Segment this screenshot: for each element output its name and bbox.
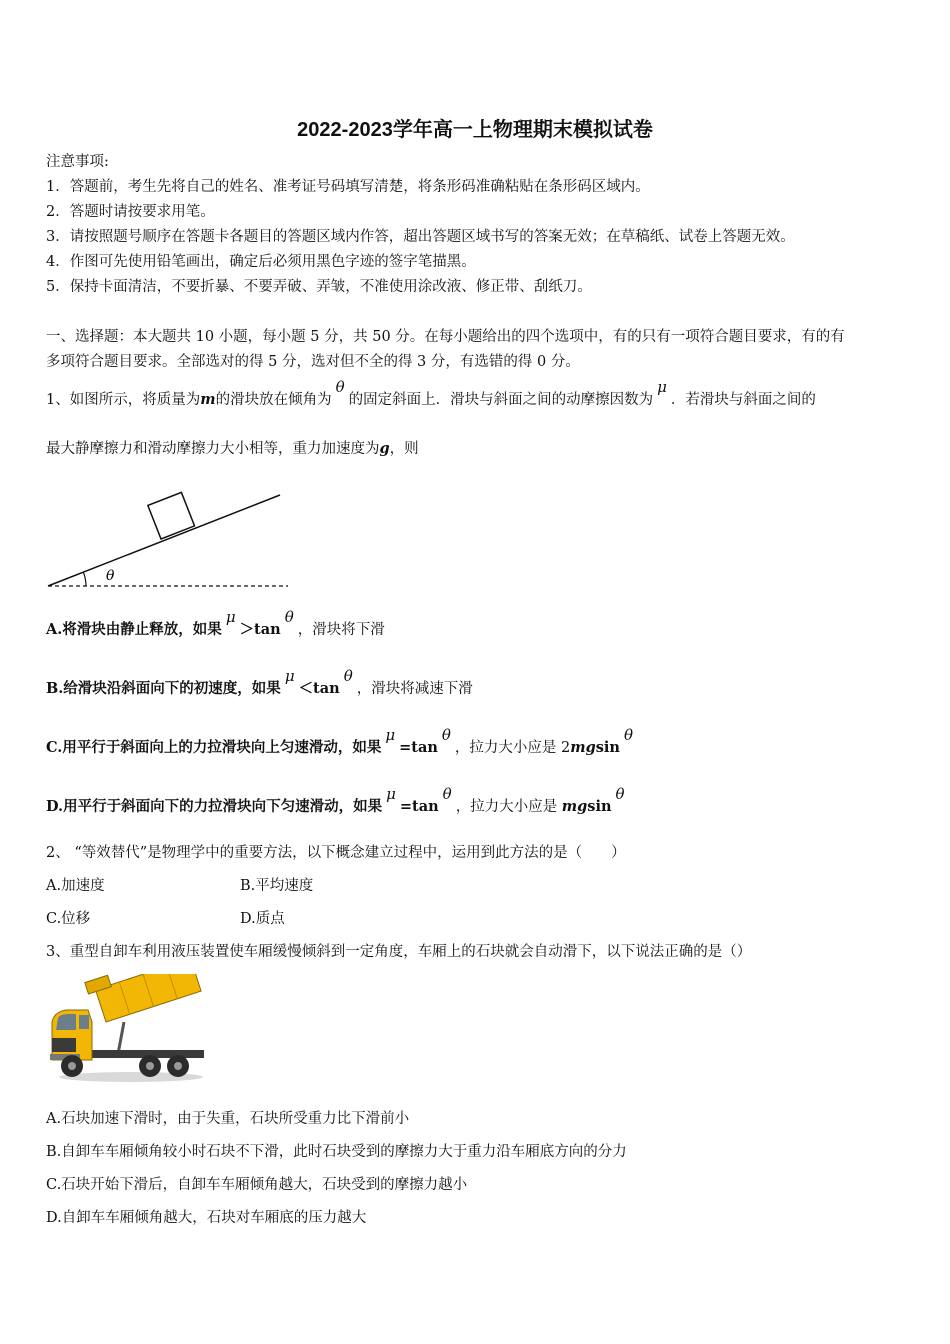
q1-gravity-symbol: g [379, 440, 390, 457]
theta-symbol: θ [441, 726, 451, 744]
q1-option-text: sin [587, 798, 612, 815]
q1-text: ，则 [389, 441, 419, 457]
theta-symbol: θ [335, 378, 345, 396]
q1-option-text: B.给滑块沿斜面向下的初速度，如果 [46, 680, 281, 697]
incline-diagram [40, 488, 300, 598]
truck-dump-box [85, 974, 201, 1024]
q1-text: 的固定斜面上．滑块与斜面之间的动摩擦因数为 [348, 392, 654, 408]
q3-option-b[interactable]: B.自卸车车厢倾角较小时石块不下滑，此时石块受到的摩擦力大于重力沿车厢底方向的分力 [46, 1144, 627, 1160]
q1-option-text: ，滑块将下滑 [297, 622, 385, 638]
theta-symbol: θ [615, 785, 625, 803]
q1-mg-symbol: mg [570, 739, 596, 756]
q1-option-text: =tan [399, 798, 439, 815]
q2-stem: 2、 “等效替代”是物理学中的重要方法，以下概念建立过程中，运用到此方法的是（ ） [46, 845, 626, 861]
notice-item-2: 2．答题时请按要求用笔。 [46, 204, 215, 220]
notice-item-3: 3．请按照题号顺序在答题卡各题目的答题区域内作答，超出答题区域书写的答案无效；在草稿纸、试卷上答题无效。 [46, 229, 795, 245]
truck-hydraulic [118, 1022, 124, 1054]
q1-option-b[interactable] [46, 667, 473, 699]
q1-option-text: ＜tan [298, 680, 340, 697]
theta-symbol: θ [284, 608, 294, 626]
q1-option-text: =tan [399, 739, 438, 756]
q1-mg-symbol: mg [561, 798, 588, 815]
q1-option-text: A.将滑块由静止释放，如果 [46, 621, 222, 638]
notice-item-1: 1．答题前，考生先将自己的姓名、准考证号码填写清楚，将条形码准确粘贴在条形码区域内。 [46, 179, 650, 195]
q1-option-text: sin [595, 739, 620, 756]
q1-text: 最大静摩擦力和滑动摩擦力大小相等，重力加速度为 [46, 441, 380, 457]
angle-arc [83, 572, 86, 586]
truck-wheel-hub [174, 1062, 182, 1070]
notice-item-4: 4．作图可先使用铅笔画出，确定后必须用黑色字迹的签字笔描黑。 [46, 254, 476, 270]
q1-option-text: ，拉力大小应是 [455, 799, 562, 815]
dump-truck-image [46, 974, 208, 1084]
q1-option-d[interactable] [46, 785, 629, 817]
angle-label: θ [106, 568, 115, 584]
q1-option-text: D.用平行于斜面向下的力拉滑块向下匀速滑动，如果 [46, 798, 383, 815]
notice-item-5: 5．保持卡面清洁，不要折暴、不要弄破、弄皱，不准使用涂改液、修正带、刮纸刀。 [46, 279, 592, 295]
theta-symbol: θ [442, 785, 452, 803]
q1-mass-symbol: m [200, 391, 216, 408]
mu-symbol: μ [225, 608, 236, 626]
page-title: 2022-2023学年高一上物理期末模拟试卷 [297, 119, 653, 141]
q1-option-c[interactable] [46, 726, 637, 758]
q1-text: 的滑块放在倾角为 [215, 392, 332, 408]
mu-symbol: μ [386, 785, 396, 803]
q3-option-a[interactable]: A.石块加速下滑时，由于失重，石块所受重力比下滑前小 [46, 1111, 410, 1127]
mu-symbol: μ [385, 726, 396, 744]
section-instructions-line2: 多项符合题目要求。全部选对的得 5 分，选对但不全的得 3 分，有选错的得 0 分。 [46, 354, 580, 370]
truck-wheel-hub [68, 1062, 76, 1070]
q2-option-b[interactable]: B.平均速度 [240, 878, 314, 894]
q1-option-text: C.用平行于斜面向上的力拉滑块向上匀速滑动，如果 [46, 739, 382, 756]
q3-stem: 3、重型自卸车利用液压装置使车厢缓慢倾斜到一定角度，车厢上的石块就会自动滑下，以下说法正确的是（） [46, 944, 752, 960]
notice-heading: 注意事项: [46, 154, 109, 170]
q1-stem-line2 [46, 439, 419, 459]
theta-symbol: θ [343, 667, 353, 685]
q3-option-d[interactable]: D.自卸车车厢倾角越大，石块对车厢底的压力越大 [46, 1210, 367, 1226]
mu-symbol: μ [657, 378, 667, 396]
theta-symbol: θ [623, 726, 633, 744]
q1-stem-line1 [46, 378, 816, 410]
q1-text: 1、如图所示，将质量为 [46, 392, 201, 408]
q3-option-c[interactable]: C.石块开始下滑后，自卸车车厢倾角越大，石块受到的摩擦力越小 [46, 1177, 468, 1193]
truck-grille [52, 1038, 76, 1052]
truck-side-window [79, 1015, 89, 1029]
section-instructions-line1: 一、选择题：本大题共 10 小题，每小题 5 分，共 50 分。在每小题给出的四个选项中，有的只有一项符合题目要求，有的有 [46, 329, 845, 345]
q1-option-text: ＞tan [239, 621, 281, 638]
q1-option-a[interactable] [46, 608, 385, 640]
q2-option-d[interactable]: D.质点 [240, 911, 285, 927]
q1-option-text: ，拉力大小应是 2 [454, 740, 571, 756]
q2-option-a[interactable]: A.加速度 [46, 878, 105, 894]
q1-option-text: ，滑块将减速下滑 [356, 681, 473, 697]
q2-option-c[interactable]: C.位移 [46, 911, 91, 927]
truck-wheel-hub [146, 1062, 154, 1070]
mu-symbol: μ [284, 667, 295, 685]
q1-text: ．若滑块与斜面之间的 [670, 392, 816, 408]
